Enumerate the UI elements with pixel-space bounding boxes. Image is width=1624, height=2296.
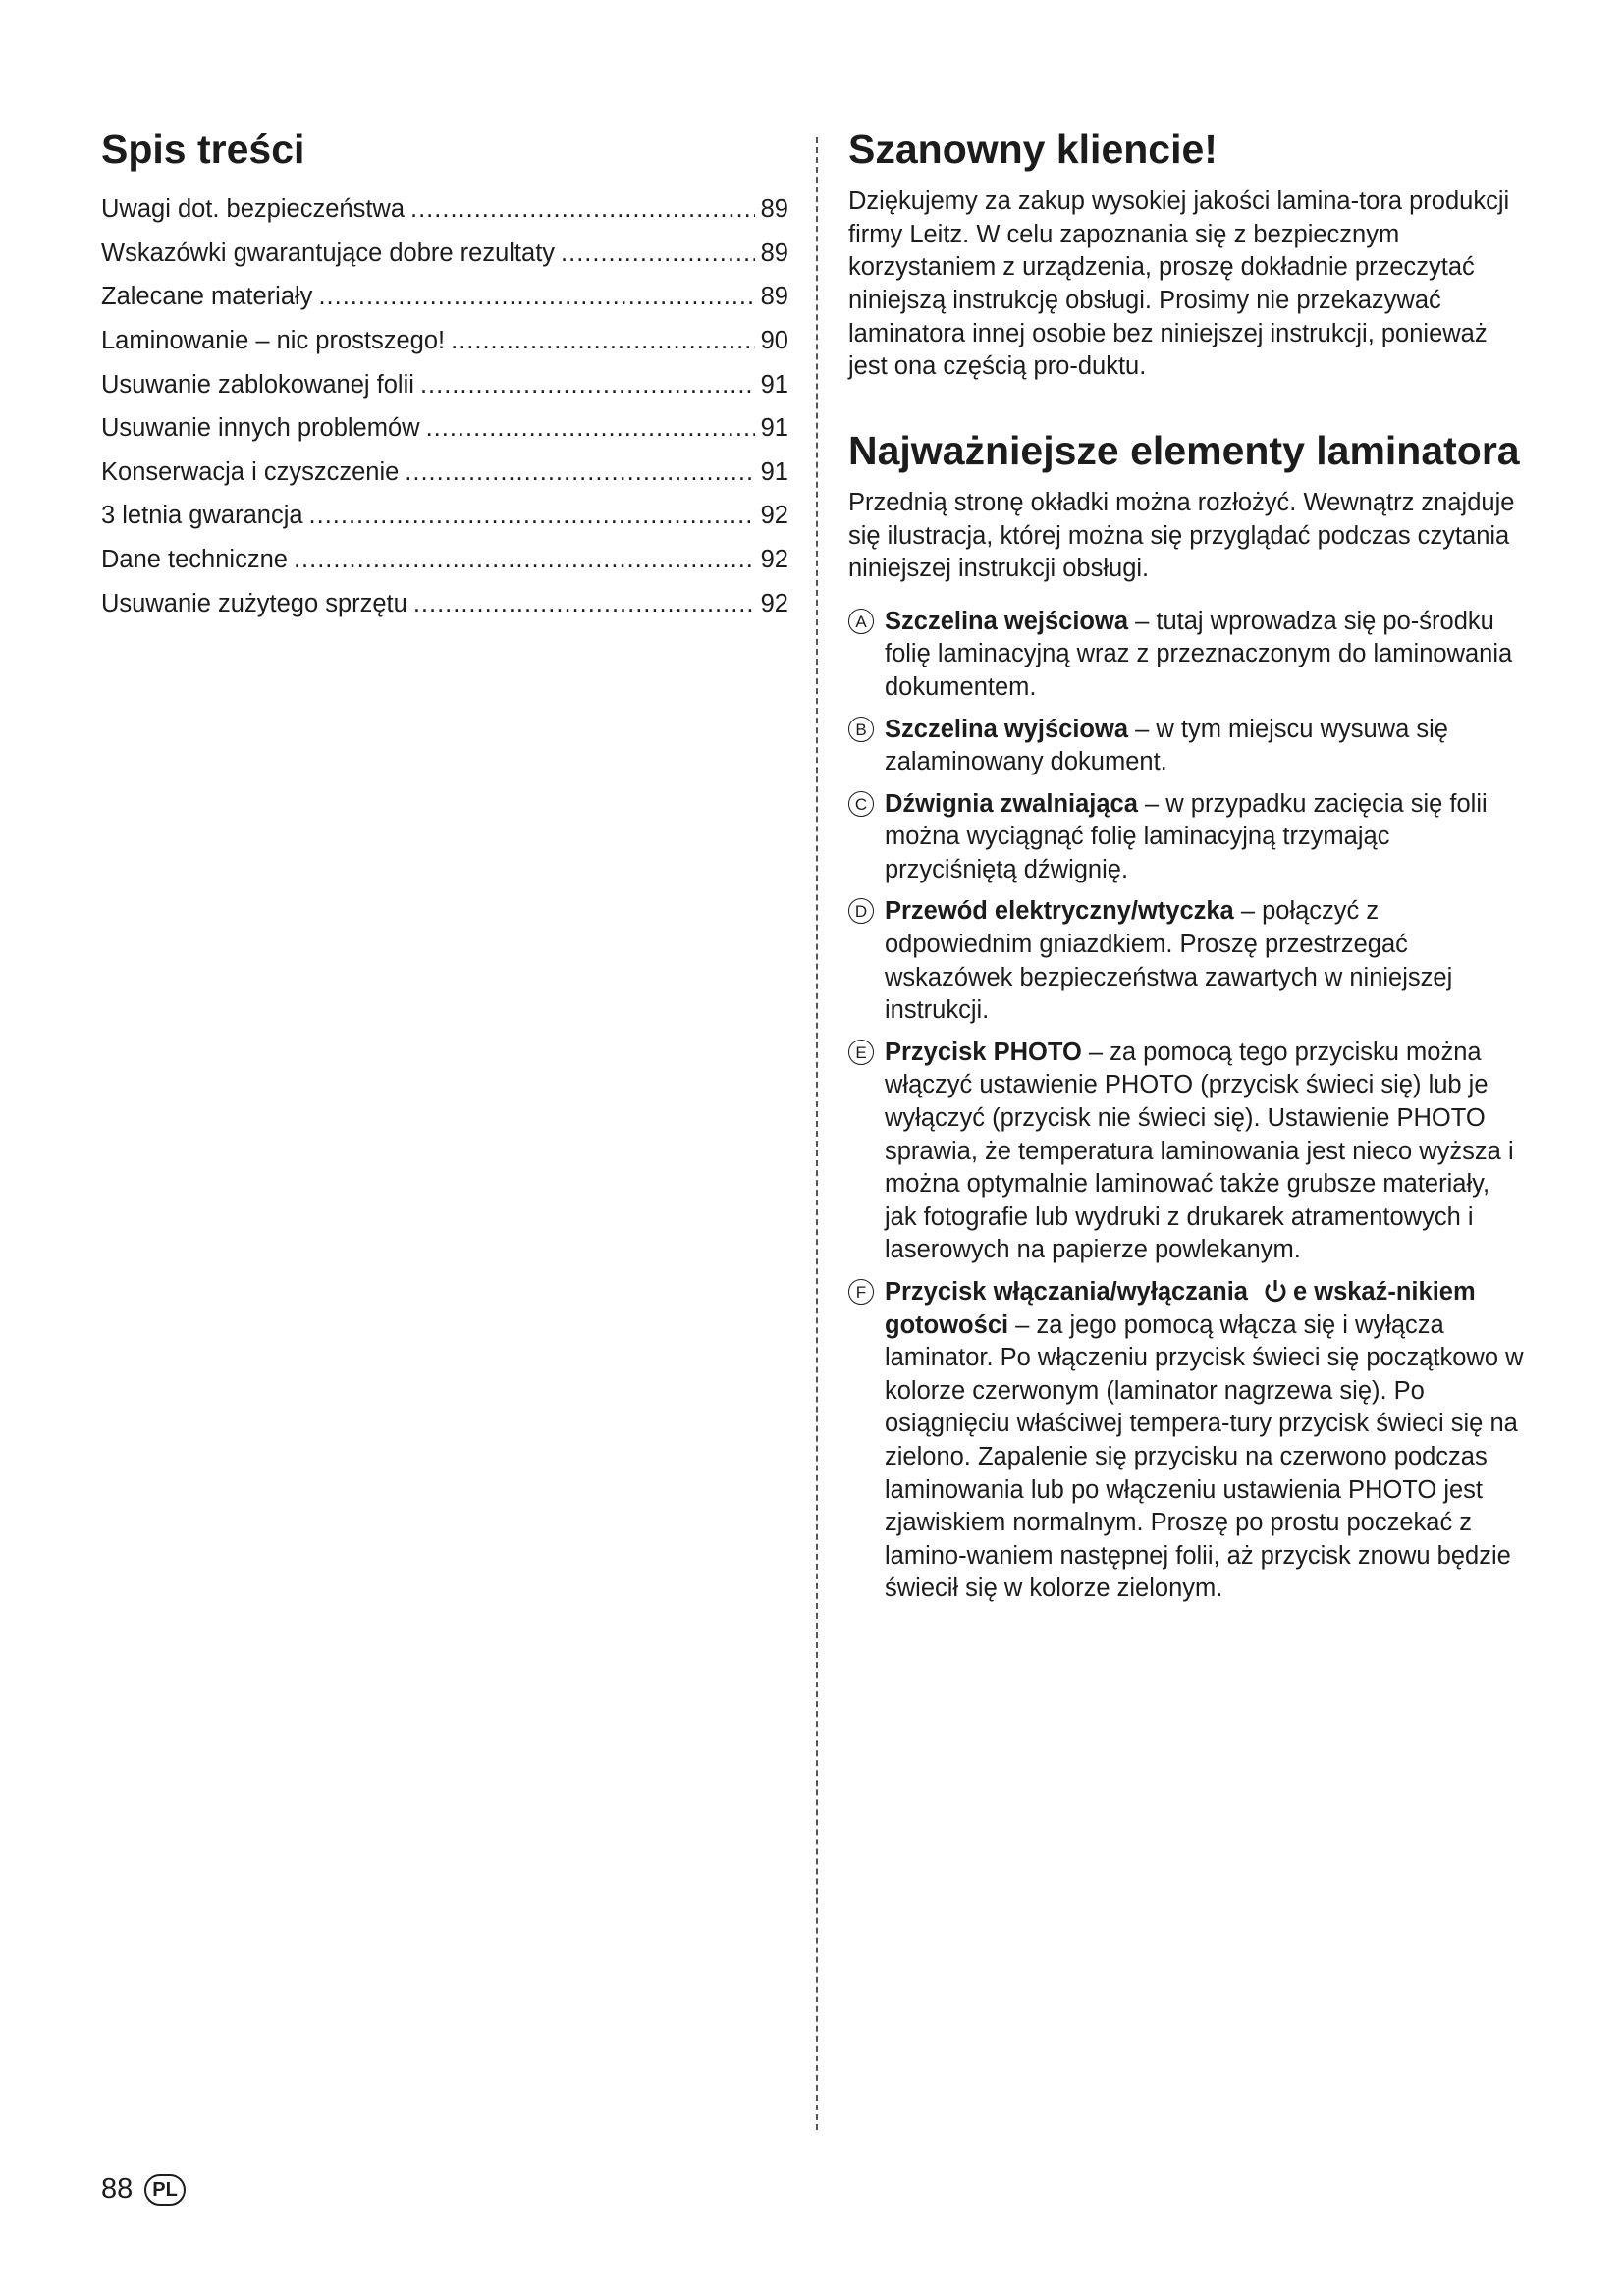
- item-text: [885, 1037, 1526, 1267]
- letter-badge: C: [848, 791, 874, 817]
- list-item: [848, 606, 1526, 705]
- toc-entry-page: 92: [760, 545, 788, 573]
- toc-entry-text: Wskazówki gwarantujące dobre rezultaty: [101, 239, 556, 267]
- item-desc: – za pomocą tego przycisku można włączyć ustawienie PHOTO (przycisk świeci się) lub je wyłączyć (przycisk nie świeci się). Ustawienie PHOTO sprawia, że temperatura laminowania jest nieco wyższa i można optymalnie laminować także grubsze materiały, jak fotografie lub wydruki z drukarek atramentowych i laserowych na papierze powlekanym.: [885, 1038, 1514, 1264]
- toc-entry-page: 89: [760, 195, 788, 224]
- content-column: [848, 126, 1526, 1615]
- toc-entry-page: 89: [760, 283, 788, 311]
- item-name: Szczelina wejściowa: [885, 607, 1129, 635]
- toc-entry: [101, 582, 788, 626]
- list-item: [848, 788, 1526, 887]
- toc-entry-text: Dane techniczne: [101, 545, 288, 573]
- elements-intro: Przednią stronę okładki można rozłożyć. Wewnątrz znajduje się ilustracja, której można się przyglądać podczas czytania niniejszej instrukcji obsługi.: [848, 488, 1515, 583]
- toc-entry: [101, 187, 788, 232]
- item-name: Szczelina wyjściowa: [885, 715, 1129, 743]
- letter-badge: E: [848, 1040, 874, 1065]
- toc-leader-dots: [318, 275, 754, 319]
- item-text: [885, 895, 1526, 1027]
- toc-entry: [101, 494, 788, 538]
- toc-leader-dots: [420, 363, 755, 407]
- item-name: Przewód elektryczny/wtyczka: [885, 897, 1234, 926]
- elements-list: [848, 606, 1526, 1606]
- toc-entry-page: 92: [760, 502, 788, 530]
- toc-entry: [101, 538, 788, 582]
- toc-entry-text: Usuwanie innych problemów: [101, 414, 420, 443]
- item-name: Dźwignia zwalniająca: [885, 789, 1138, 818]
- item-text: [885, 606, 1526, 705]
- page-number: 88: [101, 2173, 134, 2205]
- toc-leader-dots: [405, 451, 754, 495]
- toc-entry: [101, 275, 788, 319]
- toc-entry-text: Usuwanie zablokowanej folii: [101, 370, 414, 399]
- greeting-text: Dziękujemy za zakup wysokiej jakości lamina-tora produkcji firmy Leitz. W celu zapoznania się z bezpiecznym korzystaniem z urządzenia, proszę dokładnie przeczytać niniejszą instrukcję obsługi. Prosimy nie przekazywać laminatora innej osobie bez niniejszej instrukcji, ponieważ jest ona częścią pro-duktu.: [848, 187, 1510, 381]
- toc-entry-page: 91: [760, 414, 788, 443]
- item-desc: – za jego pomocą włącza się i wyłącza laminator. Po włączeniu przycisk świeci się początkowo w kolorze czerwonym (laminator nagrzewa się). Po osiągnięciu właściwej tempera-tury przycisk świeci się na zielono. Zapalenie się przycisku na czerwono podczas laminowania lub po włączeniu ustawienia PHOTO jest zjawiskiem normalnym. Proszę po prostu poczekać z lamino-waniem następnej folii, aż przycisk znowu będzie świecił się w kolorze zielonym.: [885, 1310, 1524, 1603]
- item-name-continued: e wskaź-nikiem gotowości: [885, 1278, 1476, 1339]
- toc-leader-dots: [426, 406, 755, 451]
- toc-entry-text: Usuwanie zużytego sprzętu: [101, 589, 407, 617]
- item-desc: – połączyć z odpowiednim gniazdkiem. Proszę przestrzegać wskazówek bezpieczeństwa zawartych w niniejszej instrukcji.: [885, 897, 1453, 1025]
- letter-badge: F: [848, 1279, 874, 1305]
- toc-leader-dots: [561, 232, 755, 276]
- item-text: [885, 788, 1526, 887]
- toc-leader-dots: [451, 319, 755, 363]
- toc-entry: [101, 363, 788, 407]
- page-footer: [101, 2173, 186, 2206]
- toc-entry-page: 92: [760, 589, 788, 617]
- greeting-title: Szanowny kliencie!: [848, 127, 1218, 172]
- toc-list: [101, 187, 788, 625]
- letter-badge: A: [848, 609, 874, 634]
- toc-entry-page: 91: [760, 457, 788, 486]
- toc-entry-text: Zalecane materiały: [101, 283, 313, 311]
- list-item: [848, 895, 1526, 1027]
- letter-badge: B: [848, 717, 874, 742]
- item-desc: – tutaj wprowadza się po-środku folię laminacyjną wraz z przeznaczonym do laminowania dokumentem.: [885, 607, 1513, 701]
- toc-entry-text: Laminowanie – nic prostszego!: [101, 326, 446, 354]
- toc-title: Spis treści: [101, 127, 305, 172]
- item-name: Przycisk włączania/wyłączania: [885, 1278, 1248, 1306]
- toc-entry-page: 90: [760, 326, 788, 354]
- toc-entry-text: Uwagi dot. bezpieczeństwa: [101, 195, 406, 224]
- column-divider: [816, 137, 818, 2130]
- toc-column: [101, 126, 788, 625]
- toc-entry-text: 3 letnia gwarancja: [101, 502, 303, 530]
- toc-entry: [101, 406, 788, 451]
- item-desc: – w tym miejscu wysuwa się zalaminowany dokument.: [885, 715, 1448, 776]
- elements-title: Najważniejsze elementy laminatora: [848, 427, 1520, 473]
- letter-badge: D: [848, 898, 874, 924]
- toc-entry: [101, 451, 788, 495]
- item-desc: – w przypadku zacięcia się folii można wyciągnąć folię laminacyjną trzymając przyciśniętą dźwignię.: [885, 789, 1488, 883]
- list-item: [848, 1037, 1526, 1267]
- list-item: [848, 714, 1526, 779]
- power-icon: [1262, 1279, 1291, 1303]
- item-name: Przycisk PHOTO: [885, 1038, 1082, 1066]
- list-item: [848, 1276, 1526, 1606]
- toc-entry-page: 89: [760, 239, 788, 267]
- toc-leader-dots: [410, 187, 755, 232]
- toc-leader-dots: [294, 538, 755, 582]
- item-text: [885, 1276, 1526, 1606]
- toc-leader-dots: [309, 494, 755, 538]
- toc-entry-page: 91: [760, 370, 788, 399]
- toc-entry: [101, 232, 788, 276]
- item-text: [885, 714, 1526, 779]
- toc-entry: [101, 319, 788, 363]
- toc-leader-dots: [413, 582, 755, 626]
- language-badge: PL: [144, 2174, 186, 2206]
- toc-entry-text: Konserwacja i czyszczenie: [101, 457, 400, 486]
